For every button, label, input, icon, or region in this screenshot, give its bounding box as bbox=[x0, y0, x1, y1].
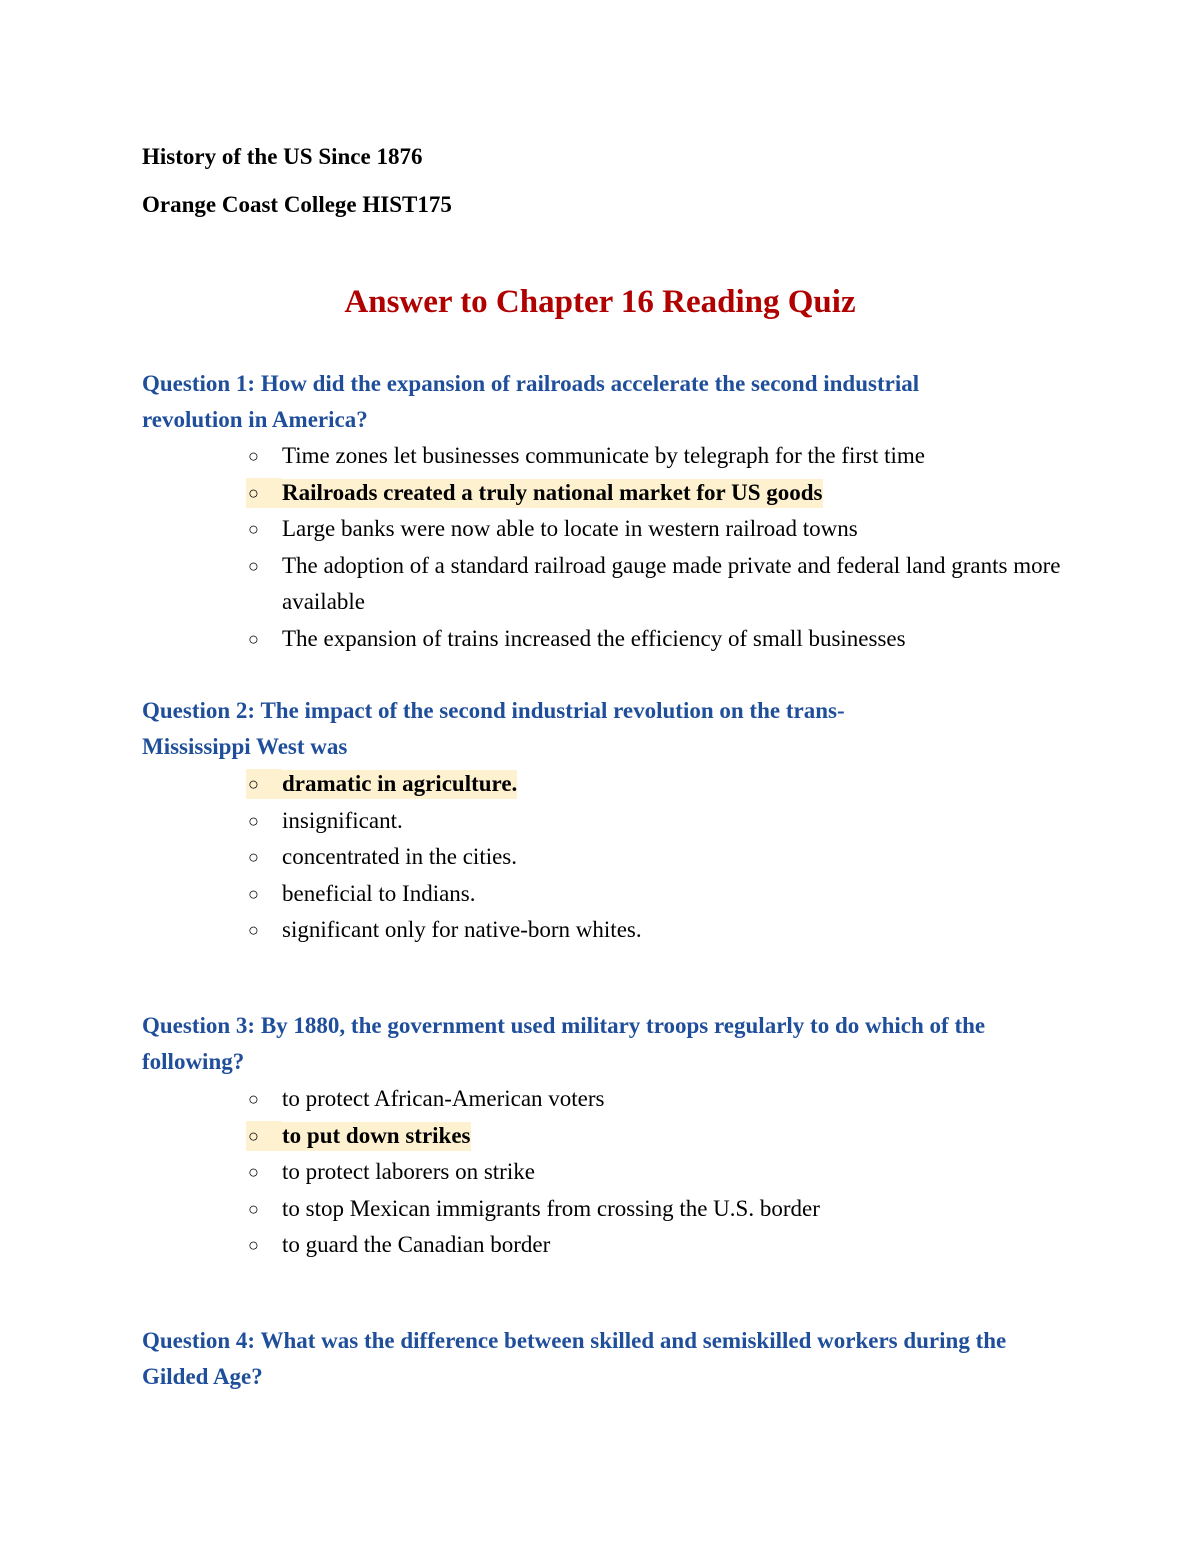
hollow-circle-bullet-icon: ○ bbox=[248, 628, 259, 649]
option-text: to put down strikes bbox=[282, 1122, 471, 1151]
option-text: to protect laborers on strike bbox=[282, 1159, 535, 1184]
question-text: What was the difference between skilled and semiskilled workers during the Gilded Age? bbox=[142, 1328, 1007, 1389]
option-text: dramatic in agriculture. bbox=[282, 770, 517, 799]
question-3 bbox=[142, 1008, 1042, 1080]
option bbox=[248, 548, 1068, 621]
doc-title: Answer to Chapter 16 Reading Quiz bbox=[344, 284, 856, 320]
option-text: The adoption of a standard railroad gauge made private and federal land grants more available bbox=[282, 552, 1061, 614]
option bbox=[248, 803, 1068, 840]
option bbox=[248, 1154, 1068, 1191]
hollow-circle-bullet-icon: ○ bbox=[248, 1235, 259, 1255]
hollow-circle-bullet-icon: ○ bbox=[248, 446, 259, 466]
hollow-circle-bullet-icon: ○ bbox=[248, 920, 259, 940]
hollow-circle-bullet-icon: ○ bbox=[248, 1125, 259, 1146]
question-1-options bbox=[248, 438, 1068, 657]
option-text: to protect African-American voters bbox=[282, 1086, 605, 1111]
option-correct bbox=[248, 475, 1068, 512]
question-4 bbox=[142, 1323, 1062, 1395]
hollow-circle-bullet-icon: ○ bbox=[248, 810, 259, 831]
question-1 bbox=[142, 366, 962, 438]
question-2-options bbox=[248, 766, 1068, 949]
option-correct bbox=[248, 766, 1068, 803]
question-label: Question 3: bbox=[142, 1013, 256, 1038]
hollow-circle-bullet-icon: ○ bbox=[248, 1089, 259, 1109]
option bbox=[248, 1227, 1068, 1264]
option-text: The expansion of trains increased the efficiency of small businesses bbox=[282, 625, 906, 651]
option-text: Large banks were now able to locate in western railroad towns bbox=[282, 516, 858, 541]
question-text: By 1880, the government used military troops regularly to do which of the following? bbox=[142, 1013, 986, 1074]
option-text: significant only for native-born whites. bbox=[282, 917, 642, 942]
college-course-code: Orange Coast College HIST175 bbox=[142, 192, 452, 217]
option-correct bbox=[248, 1118, 1068, 1155]
option-text: insignificant. bbox=[282, 807, 403, 833]
option bbox=[248, 1191, 1068, 1228]
question-3-options bbox=[248, 1081, 1068, 1264]
hollow-circle-bullet-icon: ○ bbox=[248, 1198, 259, 1219]
option-text: to stop Mexican immigrants from crossing the U.S. border bbox=[282, 1195, 820, 1221]
hollow-circle-bullet-icon: ○ bbox=[248, 774, 259, 794]
question-label: Question 1: bbox=[142, 371, 256, 396]
hollow-circle-bullet-icon: ○ bbox=[248, 847, 259, 867]
question-2 bbox=[142, 693, 932, 765]
hollow-circle-bullet-icon: ○ bbox=[248, 1162, 259, 1182]
hollow-circle-bullet-icon: ○ bbox=[248, 519, 259, 539]
option-text: Railroads created a truly national market for US goods bbox=[282, 479, 823, 508]
option bbox=[248, 839, 1068, 876]
option bbox=[248, 876, 1068, 913]
hollow-circle-bullet-icon: ○ bbox=[248, 883, 259, 904]
question-text: How did the expansion of railroads accelerate the second industrial revolution in America? bbox=[142, 371, 920, 432]
question-text: The impact of the second industrial revolution on the trans-Mississippi West was bbox=[142, 698, 845, 759]
option bbox=[248, 1081, 1068, 1118]
option bbox=[248, 438, 1068, 475]
hollow-circle-bullet-icon: ○ bbox=[248, 555, 259, 576]
question-label: Question 4: bbox=[142, 1328, 256, 1353]
course-title: History of the US Since 1876 bbox=[142, 144, 423, 169]
option-text: to guard the Canadian border bbox=[282, 1232, 551, 1257]
hollow-circle-bullet-icon: ○ bbox=[248, 482, 259, 503]
option-text: beneficial to Indians. bbox=[282, 880, 476, 906]
option-text: concentrated in the cities. bbox=[282, 844, 518, 869]
option bbox=[248, 621, 1068, 658]
option bbox=[248, 912, 1068, 949]
option bbox=[248, 511, 1068, 548]
question-label: Question 2: bbox=[142, 698, 256, 723]
option-text: Time zones let businesses communicate by telegraph for the first time bbox=[282, 443, 926, 468]
